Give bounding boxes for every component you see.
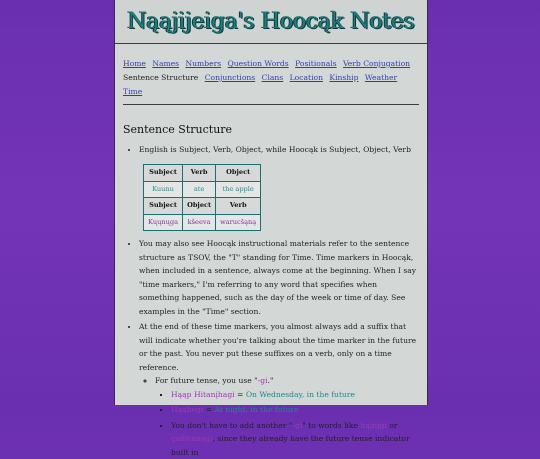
- nav-sentence-structure-current: Sentence Structure: [123, 73, 198, 82]
- table-cell: ate: [183, 181, 216, 198]
- nav-kinship[interactable]: Kinship: [329, 73, 358, 82]
- nav-menu: [115, 44, 427, 113]
- example-list: [155, 388, 419, 459]
- table-row: [144, 198, 261, 215]
- example-word: hąįnįgi: [360, 421, 386, 430]
- bullet-text: At the end of these time markers, you almost always add a suffix that will indicate whether you're talking about the time marker in the future or the past. You never put these suffixes on a verb, only on a time reference.: [139, 322, 416, 372]
- table-header-cell: Object: [216, 165, 261, 182]
- table-header-cell: Subject: [144, 165, 183, 182]
- table-cell: Kųųnųga: [144, 214, 183, 231]
- word-order-table: [143, 164, 261, 231]
- list-item: [171, 403, 419, 417]
- list-item: [139, 237, 419, 318]
- table-header-cell: Subject: [144, 198, 183, 215]
- table-cell: the apple: [216, 181, 261, 198]
- section-title: Sentence Structure: [123, 123, 419, 137]
- nav-weather[interactable]: Weather: [365, 73, 397, 82]
- nav-conjunctions[interactable]: Conjunctions: [205, 73, 256, 82]
- nav-time[interactable]: Time: [123, 87, 142, 96]
- example-suffix: -gi: [292, 421, 302, 430]
- example-hoocak: Hąąhegi: [171, 405, 203, 414]
- main-content: [115, 123, 427, 459]
- page: [114, 0, 428, 405]
- nav-home[interactable]: Home: [123, 59, 146, 68]
- nav-verb-conjugation[interactable]: Verb Conjugation: [343, 59, 410, 68]
- example-word: gušicanągi: [171, 434, 213, 443]
- example-equals: =: [203, 405, 214, 414]
- site-title: Nąąjijeiga's Hoocąk Notes: [127, 9, 414, 34]
- table-cell: Kuunu: [144, 181, 183, 198]
- table-header-cell: Object: [183, 198, 216, 215]
- nav-location[interactable]: Location: [290, 73, 323, 82]
- list-item: [171, 419, 419, 459]
- example-equals: =: [235, 390, 246, 399]
- table-row: [144, 181, 261, 198]
- sub-list: [139, 374, 419, 459]
- bullet-text: English is Subject, Verb, Object, while Hoocąk is Subject, Object, Verb: [139, 145, 411, 154]
- nav-divider: [123, 104, 419, 105]
- table-header-cell: Verb: [183, 165, 216, 182]
- bullet-text: You may also see Hoocąk instructional materials refer to the sentence structure as TSOV, the "T" standing for Time. Time markers in Hoocąk, when included in a sentence, always come at the beginning. When I say "time markers," I'm referring to any word that specifies when something happened, such as the day of the week or time of day. See examples in the "Time" section.: [139, 239, 416, 316]
- example-text: , since they already have the future tense indicator built in: [171, 434, 410, 457]
- example-hoocak: Hąąp Hitanįhagi: [171, 390, 235, 399]
- table-header-cell: Verb: [216, 198, 261, 215]
- list-item: [155, 374, 419, 459]
- example-english: On Wednesday, in the future: [246, 390, 355, 399]
- table-row: [144, 214, 261, 231]
- nav-numbers[interactable]: Numbers: [186, 59, 222, 68]
- future-intro-text: For future tense, you use ": [155, 376, 258, 385]
- table-row: [144, 165, 261, 182]
- future-suffix: -gi: [258, 376, 268, 385]
- example-text: " to words like: [302, 421, 360, 430]
- list-item: [139, 320, 419, 459]
- nav-positionals[interactable]: Positionals: [295, 59, 337, 68]
- list-item: [139, 143, 419, 232]
- nav-names[interactable]: Names: [152, 59, 179, 68]
- table-cell: kšeeva: [183, 214, 216, 231]
- site-header: [115, 0, 427, 44]
- example-english: At night, in the future: [215, 405, 299, 414]
- nav-clans[interactable]: Clans: [262, 73, 284, 82]
- list-item: [171, 388, 419, 402]
- table-cell: warucšąną: [216, 214, 261, 231]
- nav-question-words[interactable]: Question Words: [228, 59, 289, 68]
- future-close: .": [268, 376, 274, 385]
- content-list: [123, 143, 419, 459]
- example-text: You don't have to add another ": [171, 421, 292, 430]
- example-text: or: [387, 421, 398, 430]
